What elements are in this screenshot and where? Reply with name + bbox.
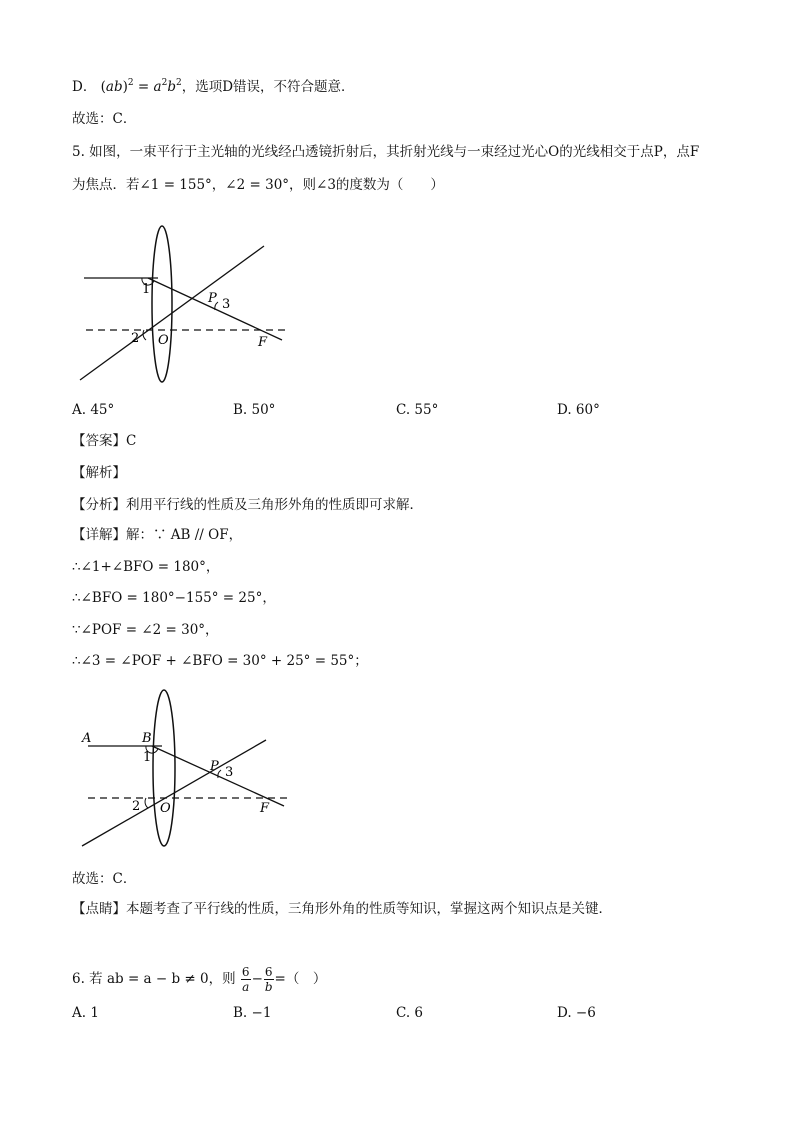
q5-option-d: D. 60° — [557, 402, 600, 418]
choose-q5: 故选：C． — [72, 871, 137, 887]
q6-option-a: A. 1 — [72, 1005, 99, 1021]
label-F: F — [258, 335, 268, 350]
label-P: P — [210, 759, 219, 774]
lens-figure-1 — [72, 222, 302, 388]
lens-figure-2 — [72, 688, 304, 854]
analysis-title: 【解析】 — [72, 465, 126, 481]
label-3: 3 — [225, 765, 234, 780]
q6-fraction-2 — [264, 965, 274, 994]
detail-line-3: ∴∠BFO = 180°−155° = 25°， — [72, 590, 276, 606]
label-2: 2 — [132, 799, 141, 814]
q6-option-d: D. −6 — [557, 1005, 596, 1021]
detail-line-5: ∴∠3 = ∠POF + ∠BFO = 30° + 25° = 55°； — [72, 653, 368, 669]
q6-fraction-1 — [241, 965, 251, 994]
q6-frac2-den: b — [264, 980, 273, 994]
q5-option-c: C. 55° — [396, 402, 439, 418]
detail-line-4: ∵∠POF = ∠2 = 30°， — [72, 622, 219, 638]
detail-line-2: ∴∠1+∠BFO = 180°， — [72, 559, 220, 575]
label-3: 3 — [222, 297, 231, 312]
label-O: O — [158, 333, 169, 348]
dianjing-line: 【点睛】本题考查了平行线的性质，三角形外角的性质等知识，掌握这两个知识点是关键． — [72, 901, 612, 917]
q6-stem-prefix: 6. 若 ab = a − b ≠ 0，则 — [72, 971, 236, 987]
q6-frac1-den: a — [242, 980, 250, 994]
lens-shape — [153, 690, 175, 846]
q5-stem-line-2: 为焦点．若∠1 = 155°，∠2 = 30°，则∠3的度数为（ ） — [72, 177, 444, 193]
q5-option-b: B. 50° — [233, 402, 276, 418]
answer-line: 【答案】C — [72, 433, 137, 449]
detail-line-1: 【详解】解：∵ AB // OF， — [72, 527, 243, 543]
label-2: 2 — [131, 331, 140, 346]
angle-2-arc — [145, 798, 148, 808]
q5-stem-line-1: 5. 如图，一束平行于主光轴的光线经凸透镜折射后，其折射光线与一束经过光心O的光线相交于点P，点F — [72, 144, 700, 160]
label-A: A — [82, 731, 92, 746]
lens-shape — [152, 226, 172, 382]
prev-option-d: D． $(ab)^2 = a^2b^2$，选项D错误，不符合题意． — [72, 78, 355, 95]
label-B: B — [142, 731, 152, 746]
q6-frac2-num: 6 — [264, 965, 273, 979]
label-F: F — [260, 801, 270, 816]
q6-option-c: C. 6 — [396, 1005, 424, 1021]
label-1: 1 — [143, 750, 152, 765]
q6-option-b: B. −1 — [233, 1005, 272, 1021]
ray-through-center — [80, 246, 264, 380]
label-1: 1 — [142, 282, 151, 297]
label-P: P — [208, 291, 217, 306]
label-O: O — [160, 801, 171, 816]
fenxi-line: 【分析】利用平行线的性质及三角形外角的性质即可求解． — [72, 497, 423, 513]
q6-stem-suffix: =（ ） — [274, 971, 327, 987]
q6-stem — [72, 962, 326, 996]
q6-frac1-num: 6 — [241, 965, 250, 979]
prev-choose: 故选：C． — [72, 111, 137, 127]
q6-minus: − — [251, 971, 263, 987]
q5-option-a: A. 45° — [72, 402, 115, 418]
